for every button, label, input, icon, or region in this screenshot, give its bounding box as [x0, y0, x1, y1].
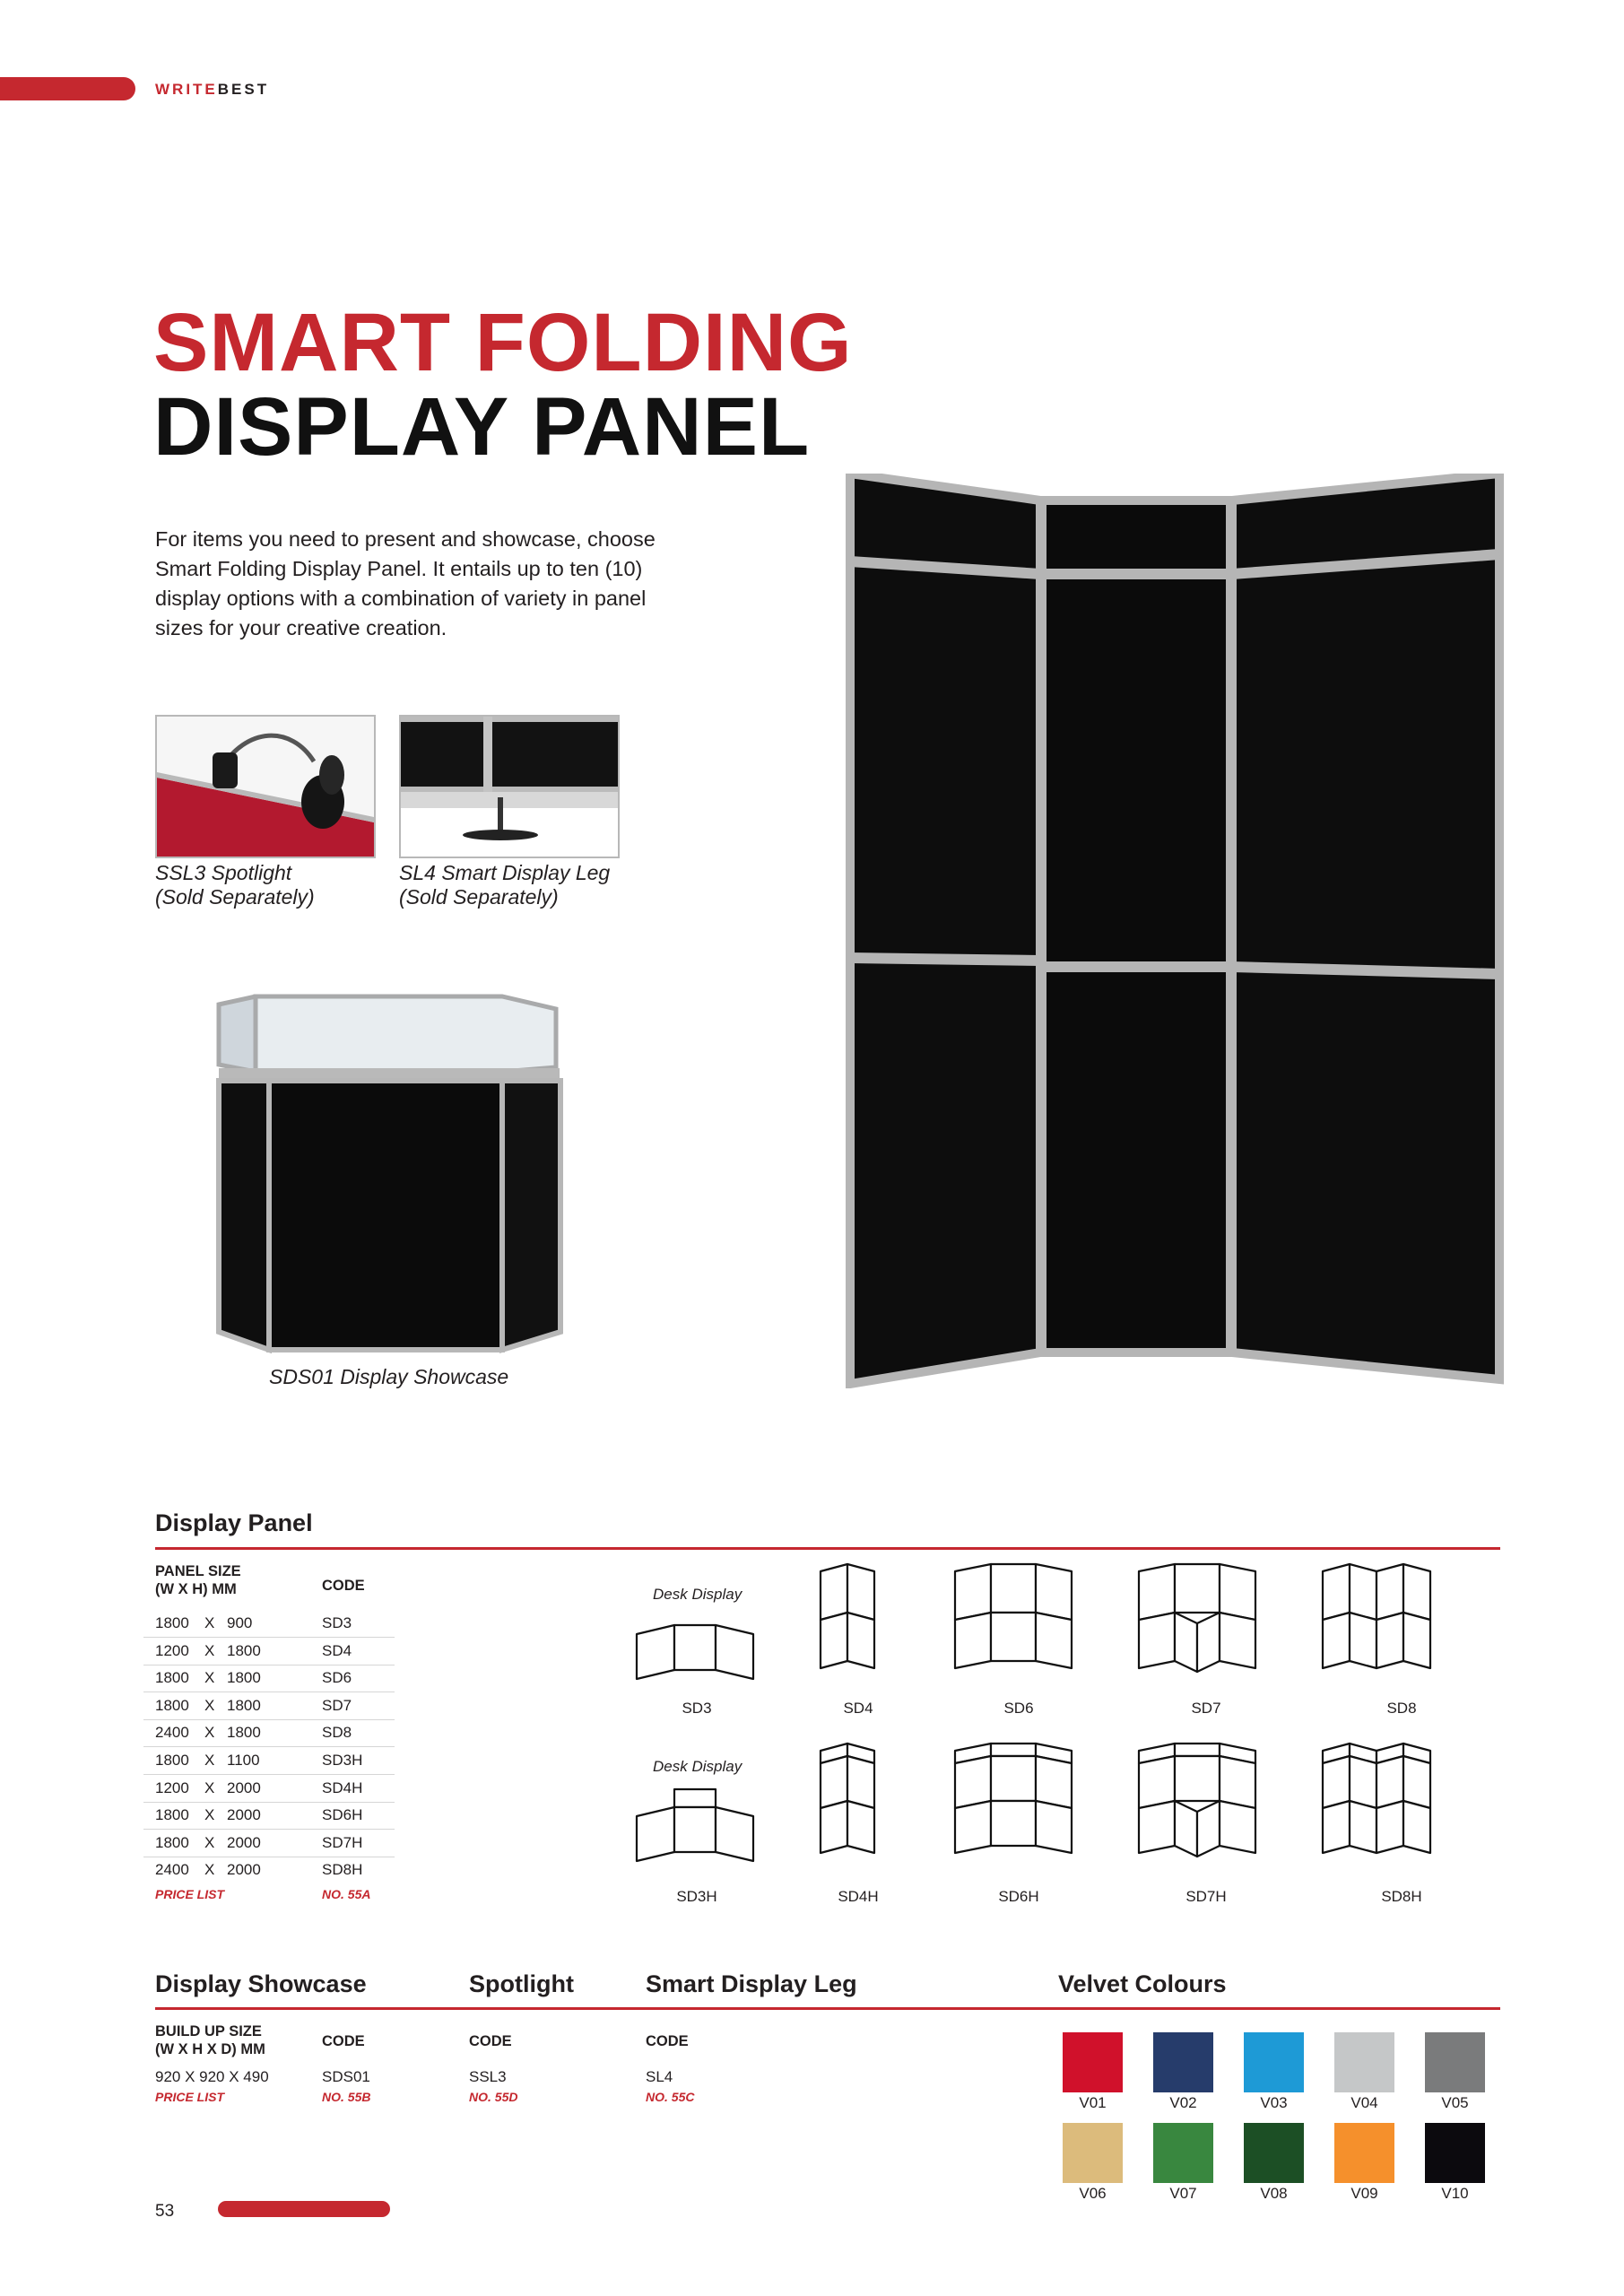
panel-width: 1200 — [155, 1642, 189, 1659]
intro-paragraph: For items you need to present and showcase, choose Smart Folding Display Panel. It entails up to ten (10) display options with a combination of variety in panel sizes for your creative creation. — [155, 527, 656, 639]
diagram-sd6h — [955, 1744, 1072, 1853]
leg-code: SL4 — [646, 2068, 673, 2085]
panel-width: 1800 — [155, 1834, 189, 1851]
panel-width: 1800 — [155, 1697, 189, 1714]
panel-code: SD8 — [322, 1724, 352, 1741]
footer-accent-bar — [218, 2201, 390, 2217]
panel-size-header: PANEL SIZE (W X H) MM — [155, 1563, 241, 1597]
velvet-swatch — [1425, 2032, 1485, 2092]
diagram-label: SD3 — [682, 1700, 712, 1717]
panel-height: 2000 — [227, 1861, 261, 1878]
display-leg-caption: SL4 Smart Display Leg (Sold Separately) — [399, 861, 611, 909]
diagram-sd3h — [637, 1789, 753, 1861]
showcase-size: 920 X 920 X 490 — [155, 2068, 269, 2085]
velvet-swatch-code: V03 — [1260, 2094, 1288, 2111]
panel-times: X — [204, 1614, 215, 1631]
diagram-sd7 — [1139, 1564, 1255, 1672]
leg-heading: Smart Display Leg — [646, 1970, 857, 1997]
showcase-code-header: CODE — [322, 2033, 365, 2049]
panel-height: 1800 — [227, 1724, 261, 1741]
velvet-swatch — [1244, 2123, 1304, 2183]
panel-code-header: CODE — [322, 1578, 365, 1594]
velvet-swatch-code: V08 — [1260, 2185, 1288, 2202]
velvet-swatch-code: V05 — [1441, 2094, 1469, 2111]
velvet-swatch — [1244, 2032, 1304, 2092]
spotlight-heading: Spotlight — [469, 1970, 574, 1997]
panel-times: X — [204, 1861, 215, 1878]
panel-times: X — [204, 1806, 215, 1823]
spotlight-caption: SSL3 Spotlight (Sold Separately) — [155, 861, 315, 909]
display-panel-rule — [155, 1547, 1500, 1550]
diagram-sd4 — [821, 1564, 874, 1668]
table-row-divider — [143, 1774, 395, 1775]
panel-width: 1800 — [155, 1669, 189, 1686]
panel-height: 2000 — [227, 1779, 261, 1796]
bottom-section-rule — [155, 2007, 1500, 2010]
velvet-swatch-code: V01 — [1079, 2094, 1107, 2111]
showcase-heading: Display Showcase — [155, 1970, 367, 1997]
velvet-swatch — [1063, 2032, 1123, 2092]
diagram-label: SD8H — [1381, 1888, 1422, 1905]
spotlight-photo — [155, 715, 376, 858]
panel-height: 900 — [227, 1614, 253, 1631]
panel-code: SD8H — [322, 1861, 363, 1878]
velvet-swatch — [1425, 2123, 1485, 2183]
velvet-swatch-code: V07 — [1169, 2185, 1197, 2202]
panel-code: SD6 — [322, 1669, 352, 1686]
velvet-swatch-code: V06 — [1079, 2185, 1107, 2202]
panel-times: X — [204, 1752, 215, 1769]
panel-width: 1200 — [155, 1779, 189, 1796]
diagram-label: SD6 — [1003, 1700, 1034, 1717]
panel-height: 1100 — [227, 1752, 260, 1769]
panel-code: SD7 — [322, 1697, 352, 1714]
page-title-line1: SMART FOLDING — [153, 297, 853, 388]
leg-code-header: CODE — [646, 2033, 689, 2049]
diagram-sd3 — [637, 1625, 753, 1679]
display-panel-heading: Display Panel — [155, 1509, 313, 1536]
panel-code: SD4 — [322, 1642, 352, 1659]
panel-code: SD7H — [322, 1834, 363, 1851]
diagram-label: SD6H — [998, 1888, 1039, 1905]
table-row-divider — [143, 1637, 395, 1638]
desk-display-label-2: Desk Display — [653, 1758, 743, 1775]
table-row-divider — [143, 1829, 395, 1830]
leg-price-no: NO. 55C — [646, 2090, 695, 2104]
diagram-sd6 — [955, 1564, 1072, 1668]
panel-width: 1800 — [155, 1614, 189, 1631]
velvet-heading: Velvet Colours — [1058, 1970, 1227, 1997]
showcase-caption: SDS01 Display Showcase — [269, 1365, 509, 1388]
panel-times: X — [204, 1779, 215, 1796]
velvet-swatch — [1153, 2032, 1213, 2092]
showcase-price-no: NO. 55B — [322, 2090, 371, 2104]
diagram-sd8h — [1323, 1744, 1430, 1853]
table-row-divider — [143, 1802, 395, 1803]
panel-times: X — [204, 1642, 215, 1659]
diagram-label: SD4 — [843, 1700, 873, 1717]
diagram-label: SD7 — [1191, 1700, 1221, 1717]
brand-logo: WRITEBEST — [155, 81, 270, 98]
desk-display-label-1: Desk Display — [653, 1586, 743, 1603]
page-title-line2: DISPLAY PANEL — [153, 381, 811, 473]
panel-times: X — [204, 1697, 215, 1714]
panel-code: SD3H — [322, 1752, 363, 1769]
panel-height: 2000 — [227, 1806, 261, 1823]
diagram-label: SD4H — [838, 1888, 879, 1905]
display-leg-photo — [399, 715, 620, 858]
spotlight-price-no: NO. 55D — [469, 2090, 518, 2104]
table-row-divider — [143, 1746, 395, 1747]
configuration-diagrams — [628, 1561, 1507, 1919]
panel-code: SD4H — [322, 1779, 363, 1796]
panel-times: X — [204, 1669, 215, 1686]
panel-width: 2400 — [155, 1861, 189, 1878]
panel-code: SD3 — [322, 1614, 352, 1631]
table-row-divider — [143, 1719, 395, 1720]
velvet-swatch — [1153, 2123, 1213, 2183]
panel-width: 2400 — [155, 1724, 189, 1741]
panel-width: 1800 — [155, 1806, 189, 1823]
panel-price-list: PRICE LIST — [155, 1887, 225, 1901]
diagram-label: SD7H — [1185, 1888, 1227, 1905]
header-accent-bar — [0, 77, 135, 100]
page-number: 53 — [155, 2202, 175, 2221]
diagram-label: SD8 — [1386, 1700, 1417, 1717]
panel-times: X — [204, 1834, 215, 1851]
velvet-swatch — [1063, 2123, 1123, 2183]
panel-times: X — [204, 1724, 215, 1741]
velvet-swatch-code: V09 — [1350, 2185, 1378, 2202]
diagram-sd8 — [1323, 1564, 1430, 1668]
velvet-swatch-code: V04 — [1350, 2094, 1378, 2111]
diagram-sd4h — [821, 1744, 874, 1853]
panel-price-no: NO. 55A — [322, 1887, 371, 1901]
diagram-sd7h — [1139, 1744, 1255, 1857]
panel-code: SD6H — [322, 1806, 363, 1823]
velvet-swatch-code: V10 — [1441, 2185, 1469, 2202]
showcase-photo — [215, 991, 569, 1359]
build-size-header: BUILD UP SIZE (W X H X D) MM — [155, 2023, 265, 2057]
showcase-code: SDS01 — [322, 2068, 370, 2085]
showcase-price-list: PRICE LIST — [155, 2090, 225, 2104]
spotlight-code-header: CODE — [469, 2033, 512, 2049]
velvet-swatch-code: V02 — [1169, 2094, 1197, 2111]
display-panel-photo — [843, 474, 1507, 1388]
panel-height: 1800 — [227, 1669, 261, 1686]
diagram-label: SD3H — [676, 1888, 717, 1905]
velvet-swatch — [1334, 2123, 1394, 2183]
panel-width: 1800 — [155, 1752, 189, 1769]
panel-height: 1800 — [227, 1642, 261, 1659]
velvet-swatch — [1334, 2032, 1394, 2092]
spotlight-code: SSL3 — [469, 2068, 507, 2085]
panel-height: 1800 — [227, 1697, 261, 1714]
panel-height: 2000 — [227, 1834, 261, 1851]
